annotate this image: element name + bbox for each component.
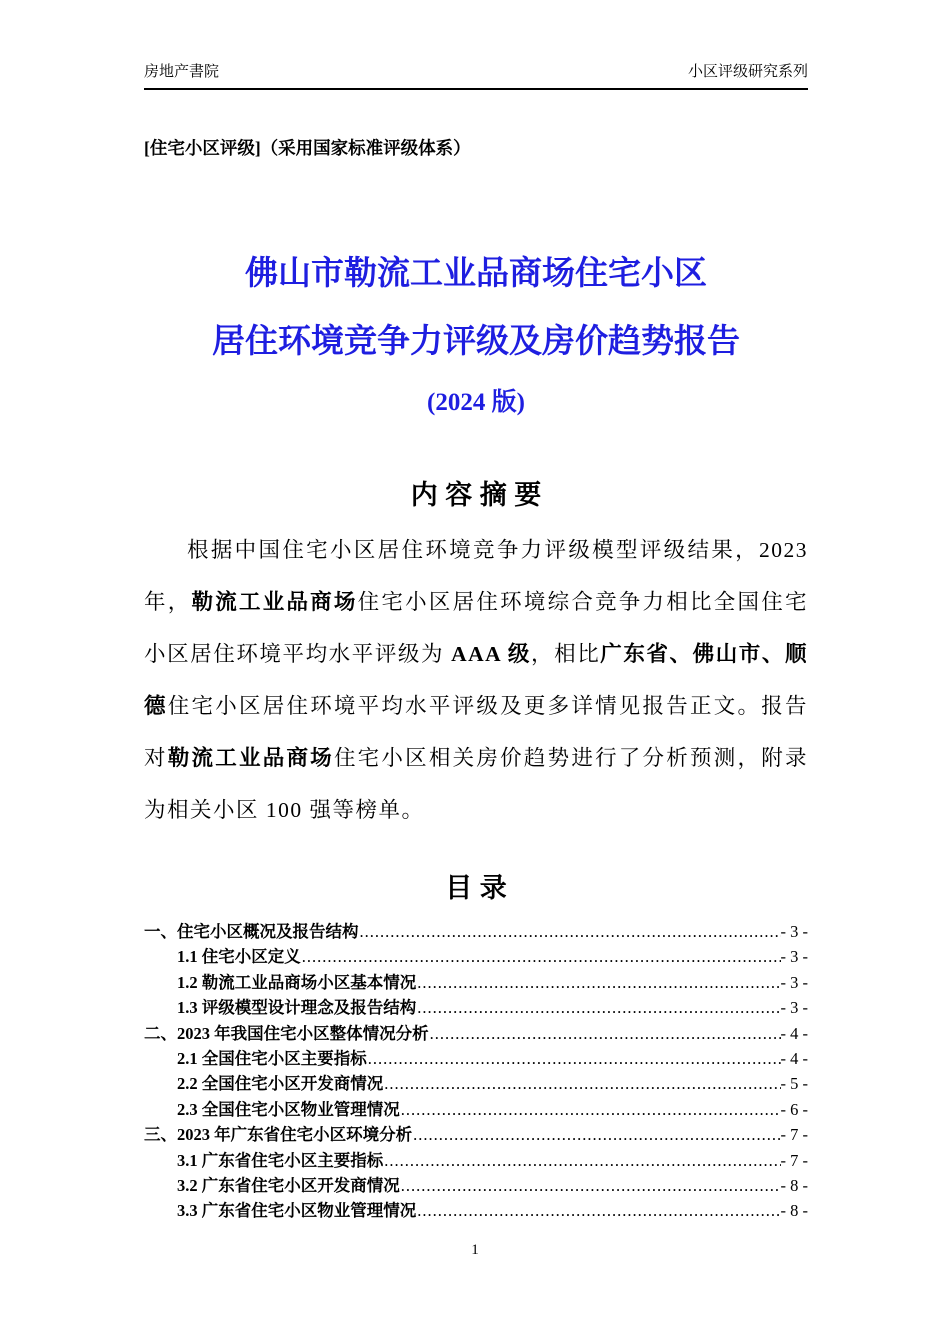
toc-entry-text: 2.1 全国住宅小区主要指标: [177, 1049, 367, 1069]
toc-entry-text: 1.1 住宅小区定义: [177, 947, 301, 967]
summary-bold-text: 勒流工业品商场: [167, 746, 334, 770]
toc-entry-text: 三、2023 年广东省住宅小区环境分析: [144, 1125, 413, 1145]
page-number: 1: [471, 1242, 479, 1258]
summary-bold-text: 勒流工业品商场: [191, 590, 358, 614]
report-title-block: [144, 253, 808, 419]
toc-row: [144, 1122, 808, 1147]
toc-entry-text: 二、2023 年我国住宅小区整体情况分析: [144, 1023, 429, 1043]
summary-text: 住宅小区居住环境平均水平评级及更多详情见报告正文。报告对: [144, 694, 808, 770]
toc-entry-page-number: - 4 -: [780, 1023, 808, 1043]
toc-heading: 目 录: [445, 873, 507, 903]
toc-entry-page-number: - 3 -: [780, 972, 808, 992]
toc-entry-page-number: - 5 -: [780, 1074, 808, 1094]
toc-leader-dots: [359, 919, 781, 944]
toc-entry-page-number: - 3 -: [780, 947, 808, 967]
header-left-text: 房地产書院: [144, 63, 220, 80]
toc-entry-page-number: - 7 -: [780, 1125, 808, 1145]
summary-text: 住宅小区居住环境综合竞争力相比全国住宅小区居住环境平均水平评级为: [144, 590, 808, 666]
toc-leader-dots: [412, 1122, 780, 1147]
toc-entry-text: 1.3 评级模型设计理念及报告结构: [177, 998, 417, 1018]
toc-entry-text: 2.2 全国住宅小区开发商情况: [177, 1074, 384, 1094]
toc-row: [144, 1046, 808, 1071]
report-edition: (2024 版): [427, 389, 525, 416]
toc-leader-dots: [367, 1046, 781, 1071]
toc-list: [144, 919, 808, 1224]
summary-paragraph: [144, 524, 808, 836]
toc-entry-page-number: - 8 -: [780, 1176, 808, 1196]
toc-entry-text: 3.1 广东省住宅小区主要指标: [177, 1150, 384, 1170]
toc-leader-dots: [416, 995, 780, 1020]
toc-row: [144, 970, 808, 995]
toc-row: [144, 1071, 808, 1096]
toc-leader-dots: [383, 1148, 780, 1173]
toc-row: [144, 1097, 808, 1122]
summary-text: ，相比: [531, 642, 601, 666]
toc-leader-dots: [301, 944, 781, 969]
toc-entry-page-number: - 8 -: [780, 1201, 808, 1221]
page-header: [144, 62, 808, 90]
toc-entry-text: 1.2 勒流工业品商场小区基本情况: [177, 972, 417, 992]
toc-leader-dots: [429, 1021, 781, 1046]
toc-row: [144, 944, 808, 969]
report-title-line2: 居住环境竞争力评级及房价趋势报告: [212, 322, 740, 359]
toc-row: [144, 1021, 808, 1046]
toc-leader-dots: [400, 1173, 781, 1198]
summary-bold-text: 广东省、佛山市、顺德: [144, 642, 808, 718]
toc-entry-text: 一、住宅小区概况及报告结构: [144, 922, 359, 941]
toc-row: [144, 919, 808, 944]
toc-entry-text: 3.2 广东省住宅小区开发商情况: [177, 1176, 400, 1196]
toc-row: [144, 1198, 808, 1223]
header-right-text: 小区评级研究系列: [687, 63, 808, 80]
toc-entry-text: 2.3 全国住宅小区物业管理情况: [177, 1099, 400, 1119]
toc-entry-page-number: - 7 -: [780, 1150, 808, 1170]
rating-system-tagline: [住宅小区评级]（采用国家标准评级体系）: [144, 138, 471, 158]
toc-leader-dots: [416, 1198, 780, 1223]
toc-leader-dots: [416, 970, 780, 995]
toc-row: [144, 1148, 808, 1173]
toc-entry-page-number: - 4 -: [780, 1049, 808, 1069]
summary-text: 住宅小区相关房价趋势进行了分析预测，附录为相关小区 100 强等榜单。: [144, 746, 808, 822]
summary-bold-text: AAA 级: [451, 642, 532, 666]
report-title-line1: 佛山市勒流工业品商场住宅小区: [245, 254, 707, 291]
toc-row: [144, 995, 808, 1020]
summary-text: 根据中国住宅小区居住环境竞争力评级模型评级结果，2023 年，: [144, 538, 808, 614]
toc-row: [144, 1173, 808, 1198]
toc-entry-page-number: - 6 -: [780, 1099, 808, 1119]
summary-heading: 内 容 摘 要: [410, 480, 542, 510]
toc-leader-dots: [383, 1071, 780, 1096]
toc-leader-dots: [400, 1097, 781, 1122]
toc-entry-text: 3.3 广东省住宅小区物业管理情况: [177, 1201, 417, 1221]
toc-entry-page-number: - 3 -: [780, 922, 808, 941]
toc-entry-page-number: - 3 -: [780, 998, 808, 1018]
